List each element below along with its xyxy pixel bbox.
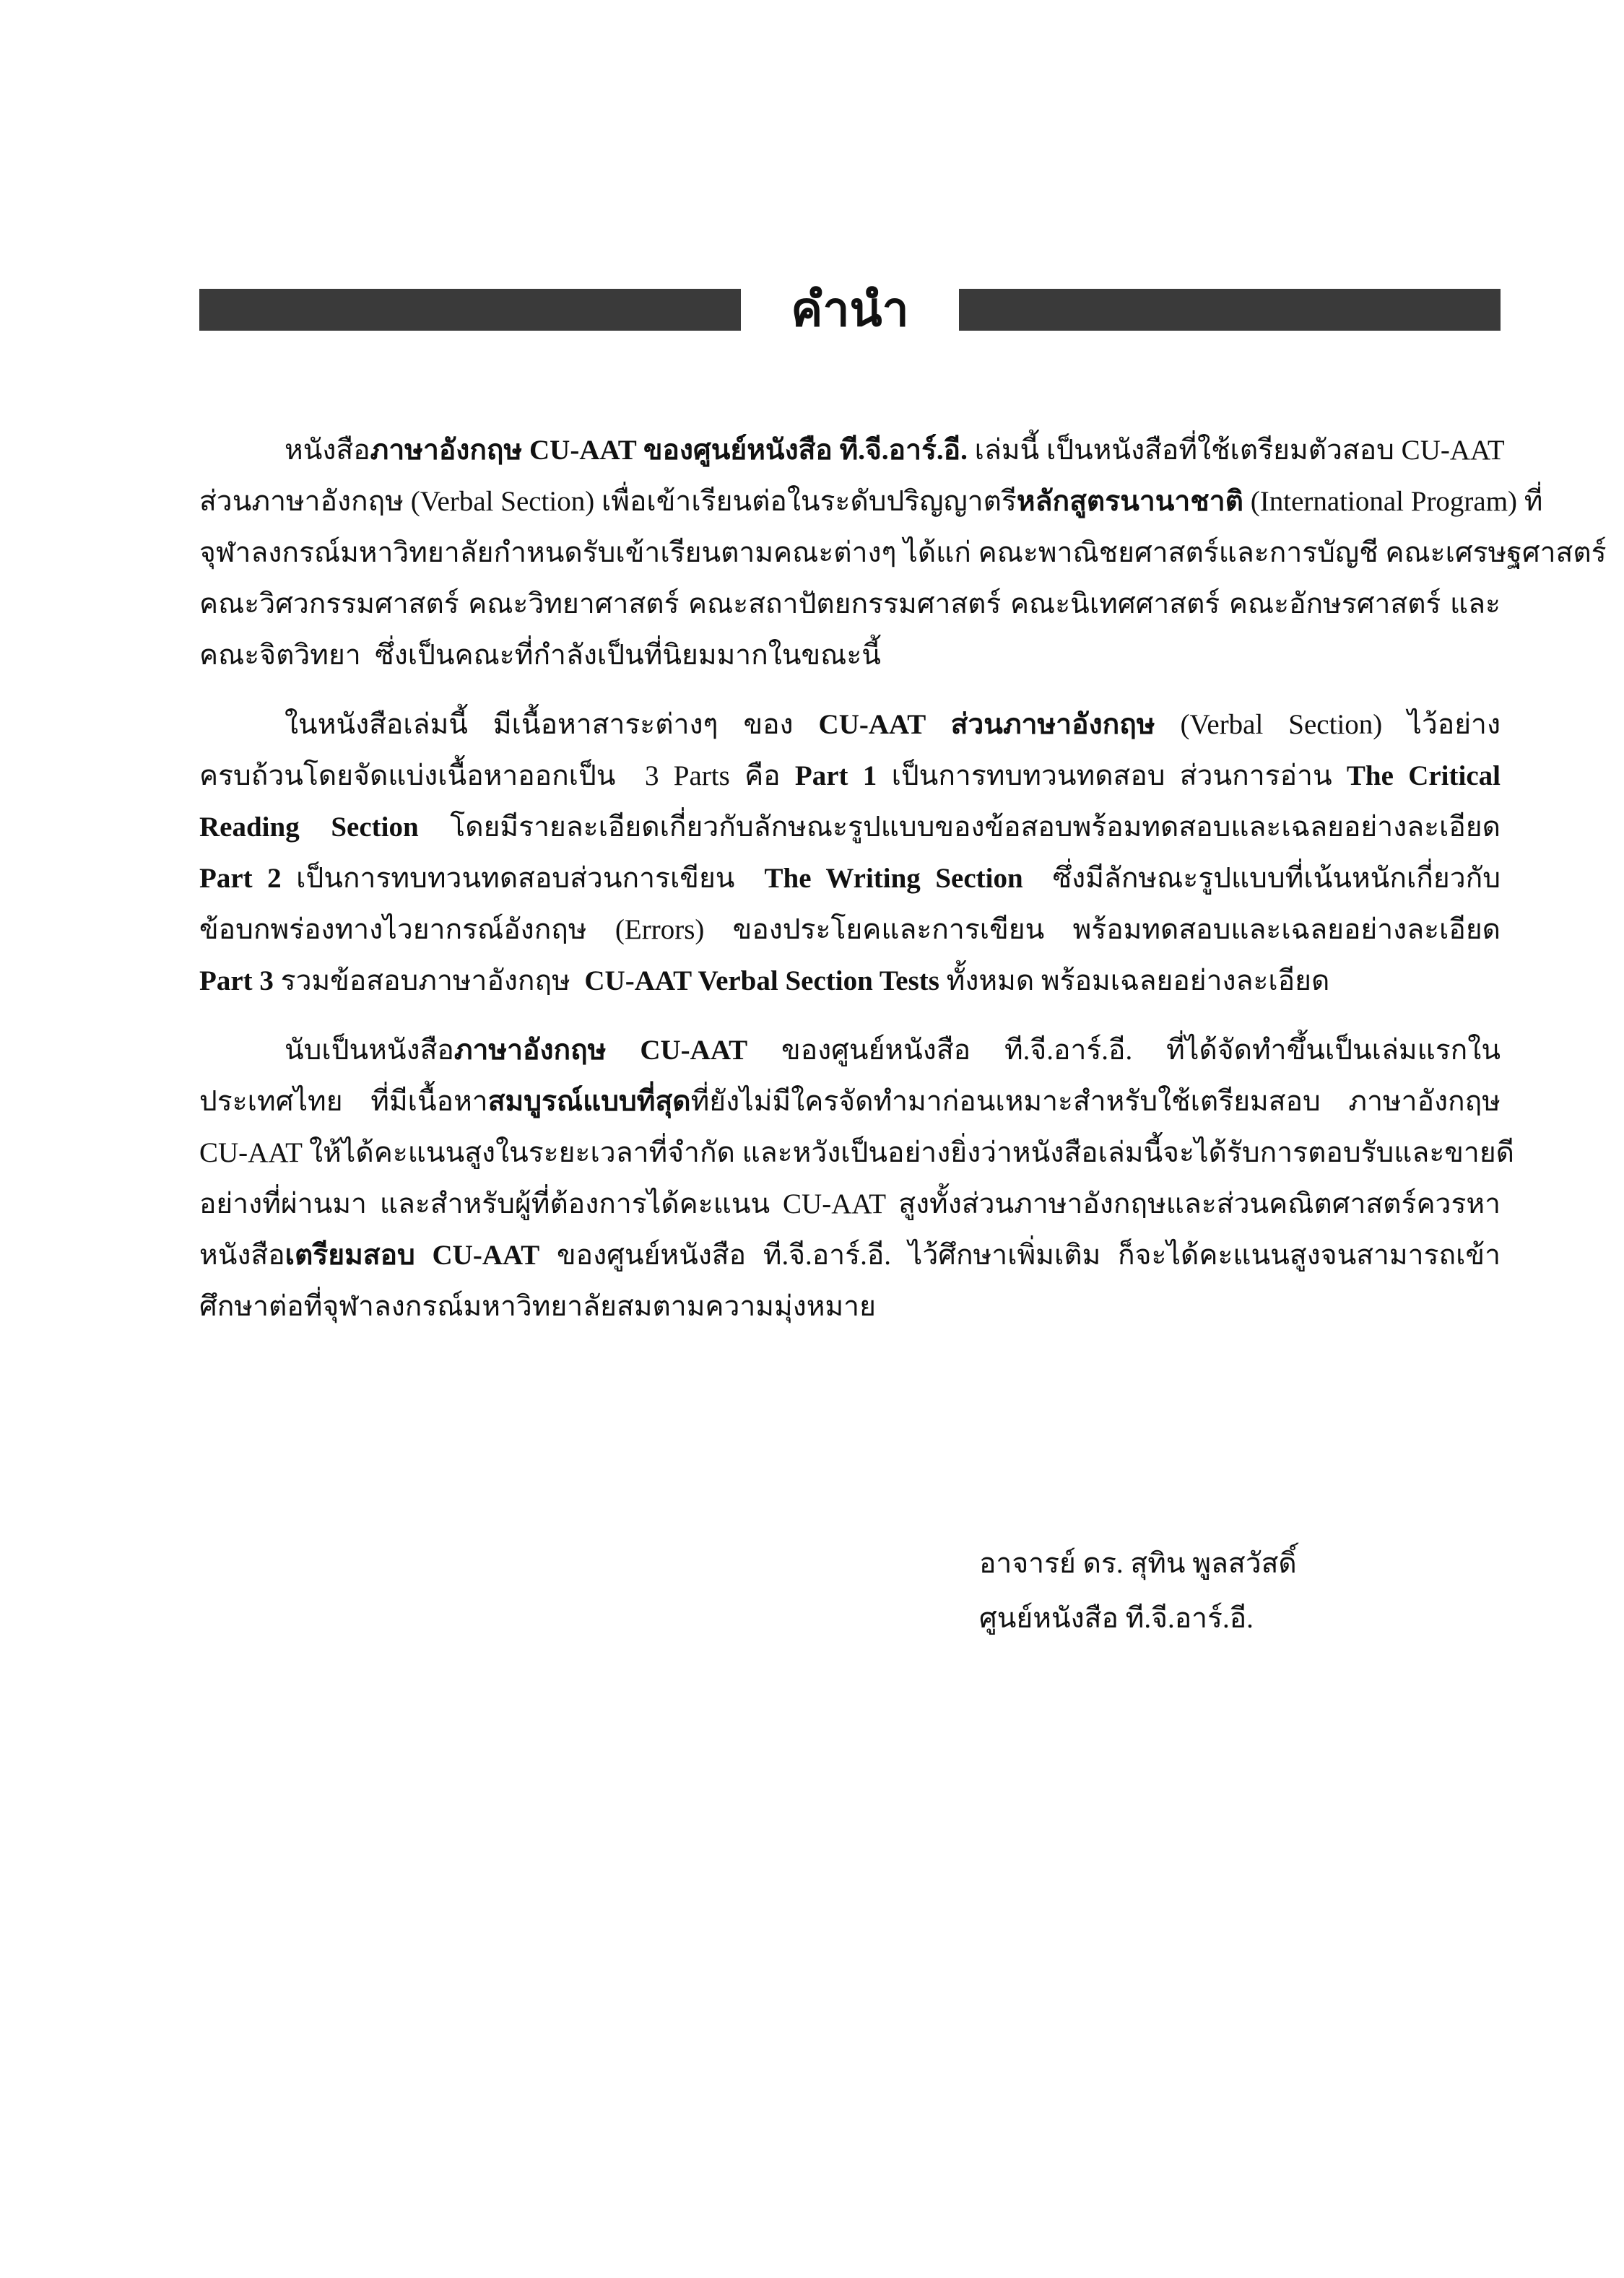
text-segment: ประเทศไทย ที่มีเนื้อหา (199, 1086, 488, 1117)
text-line (199, 801, 1501, 853)
title-bar-right (959, 289, 1501, 331)
bold-text: Reading Section (199, 812, 419, 843)
text-segment: นับเป็นหนังสือ (285, 1035, 454, 1066)
paragraph (199, 1025, 1515, 1332)
title-bar-left (199, 289, 741, 331)
preface-body (199, 425, 1607, 1350)
bold-text: The Writing Section (764, 863, 1023, 894)
text-line (199, 853, 1501, 904)
text-segment: ซึ่งมีลักษณะรูปแบบที่เน้นหนักเกี่ยวกับ (1022, 863, 1501, 894)
text-line (199, 1230, 1501, 1281)
text-line (199, 578, 1501, 630)
text-segment: เป็นการทบทวนทดสอบส่วนการเขียน (281, 863, 765, 894)
bold-text: Part 2 (199, 863, 282, 894)
text-segment: ทั้งหมด พร้อมเฉลยอย่างละเอียด (939, 965, 1330, 996)
text-segment: (Verbal Section) ไว้อย่าง (1155, 709, 1501, 740)
text-segment: หนังสือ (285, 435, 370, 466)
text-segment: ที่ยังไม่มีใครจัดทำมาก่อนเหมาะสำหรับใช้เตรียมสอบ ภาษาอังกฤษ (690, 1086, 1501, 1117)
paragraph (199, 425, 1607, 681)
text-segment: ครบถ้วนโดยจัดแบ่งเนื้อหาออกเป็น 3 Parts คือ (199, 760, 795, 791)
text-segment: ส่วนภาษาอังกฤษ (Verbal Section) เพื่อเข้าเรียนต่อในระดับปริญญาตรี (199, 486, 1017, 517)
paragraph (199, 699, 1501, 1007)
bold-text: CU-AAT Verbal Section Tests (584, 965, 939, 996)
bold-text: Part 3 (199, 965, 274, 996)
text-line (199, 955, 1501, 1007)
signature-org: ศูนย์หนังสือ ที.จี.อาร์.อี. (979, 1603, 1254, 1634)
signature-name: อาจารย์ ดร. สุทิน พูลสวัสดิ์ (979, 1548, 1297, 1579)
text-line (199, 1076, 1501, 1127)
text-segment: คณะวิศวกรรมศาสตร์ คณะวิทยาศาสตร์ คณะสถาปัตยกรรมศาสตร์ คณะนิเทศศาสตร์ คณะอักษรศาสตร์ และ (199, 588, 1501, 620)
bold-text: The Critical (1346, 760, 1501, 791)
text-segment: เป็นการทบทวนทดสอบ ส่วนการอ่าน (877, 760, 1347, 791)
text-line (199, 630, 1501, 681)
bold-text: ภาษาอังกฤษ CU-AAT ของศูนย์หนังสือ ที.จี.อาร์.อี. (370, 435, 968, 466)
text-line (199, 750, 1501, 801)
text-segment: ศึกษาต่อที่จุฬาลงกรณ์มหาวิทยาลัยสมตามความมุ่งหมาย (199, 1291, 876, 1322)
bold-text: เตรียมสอบ CU-AAT (285, 1240, 540, 1271)
text-segment: ในหนังสือเล่มนี้ มีเนื้อหาสาระต่างๆ ของ (285, 709, 819, 740)
text-segment: คณะจิตวิทยา ซึ่งเป็นคณะที่กำลังเป็นที่นิยมมากในขณะนี้ (199, 640, 881, 671)
bold-text: หลักสูตรนานาชาติ (1016, 486, 1244, 517)
bold-text: ภาษาอังกฤษ CU-AAT (453, 1035, 748, 1066)
text-line (199, 527, 1607, 578)
bold-text: CU-AAT ส่วนภาษาอังกฤษ (818, 709, 1155, 740)
text-segment: เล่มนี้ เป็นหนังสือที่ใช้เตรียมตัวสอบ CU-AAT (967, 435, 1505, 466)
signature-block (979, 1536, 1297, 1646)
text-line (199, 476, 1543, 527)
text-line (199, 1178, 1501, 1230)
text-segment: โดยมีรายละเอียดเกี่ยวกับลักษณะรูปแบบของข้อสอบพร้อมทดสอบและเฉลยอย่างละเอียด (418, 812, 1501, 843)
text-segment: (International Program) ที่ (1243, 486, 1543, 517)
text-line (199, 1025, 1501, 1076)
text-segment: อย่างที่ผ่านมา และสำหรับผู้ที่ต้องการได้คะแนน CU-AAT สูงทั้งส่วนภาษาอังกฤษและส่วนคณิตศาสตร์ควรหา (199, 1188, 1501, 1220)
bold-text: Part 1 (794, 760, 877, 791)
text-line (199, 904, 1501, 955)
text-segment: ของศูนย์หนังสือ ที.จี.อาร์.อี. ไว้ศึกษาเพิ่มเติม ก็จะได้คะแนนสูงจนสามารถเข้า (539, 1240, 1501, 1271)
bold-text: สมบูรณ์แบบที่สุด (487, 1086, 691, 1117)
text-line (199, 699, 1501, 750)
text-segment: ข้อบกพร่องทางไวยากรณ์อังกฤษ (Errors) ของประโยคและการเขียน พร้อมทดสอบและเฉลยอย่างละเอียด (199, 914, 1501, 945)
text-segment: ของศูนย์หนังสือ ที.จี.อาร์.อี. ที่ได้จัดทำขึ้นเป็นเล่มแรกใน (747, 1035, 1501, 1066)
page-title: คำนำ (791, 284, 909, 336)
text-segment: จุฬาลงกรณ์มหาวิทยาลัยกำหนดรับเข้าเรียนตามคณะต่างๆ ได้แก่ คณะพาณิชยศาสตร์และการบัญชี คณะเศรษฐศาสตร์ (199, 537, 1607, 568)
text-line (199, 425, 1505, 476)
text-line (199, 1281, 1501, 1332)
text-segment: หนังสือ (199, 1240, 285, 1271)
text-line (199, 1127, 1515, 1178)
text-segment: CU-AAT ให้ได้คะแนนสูงในระยะเวลาที่จำกัด และหวังเป็นอย่างยิ่งว่าหนังสือเล่มนี้จะได้รับการตอบรับและขายดี (199, 1137, 1515, 1168)
text-segment: รวมข้อสอบภาษาอังกฤษ (273, 965, 585, 996)
